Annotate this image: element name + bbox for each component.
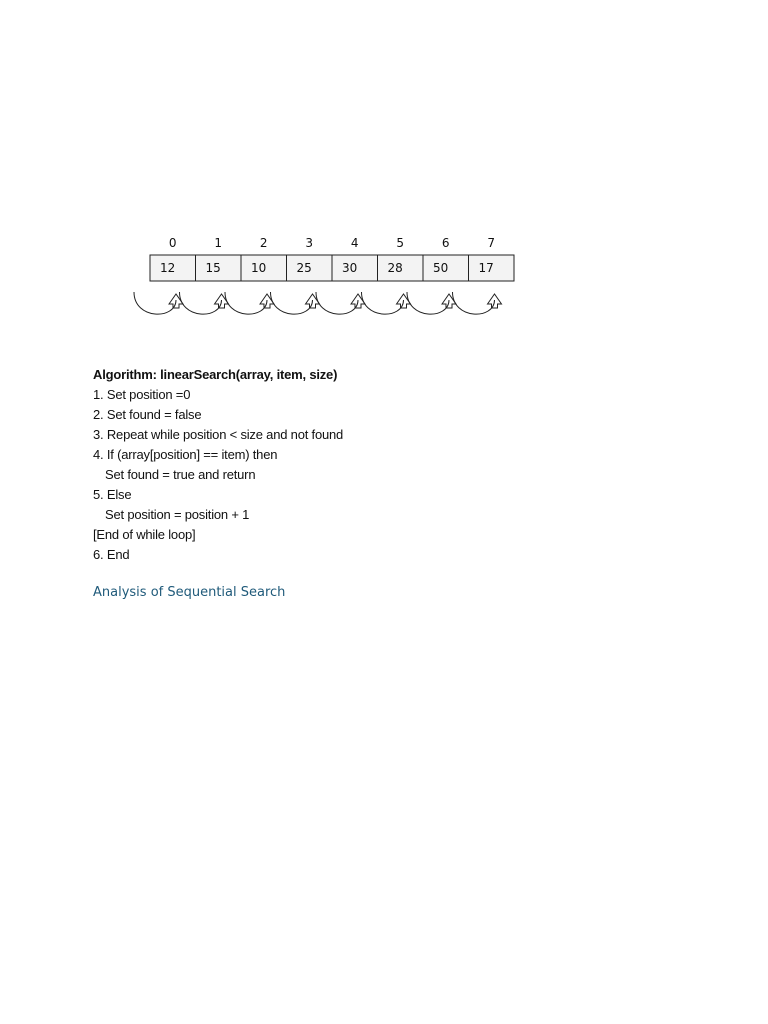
array-cell-value: 17	[478, 261, 494, 275]
algorithm-step: 1. Set position =0	[93, 387, 191, 402]
algorithm-step: [End of while loop]	[93, 527, 196, 542]
array-cell-value: 12	[160, 261, 176, 275]
array-index-label: 5	[396, 236, 405, 250]
algorithm-step: Set position = position + 1	[105, 507, 250, 522]
algorithm-step: 5. Else	[93, 487, 132, 502]
array-diagram	[120, 228, 540, 338]
array-cell-value: 25	[296, 261, 312, 275]
array-index-label: 4	[350, 236, 359, 250]
algorithm-title: Algorithm: linearSearch(array, item, size)	[93, 367, 338, 382]
array-index-label: 6	[441, 236, 450, 250]
array-cell-value: 15	[205, 261, 221, 275]
search-step-arrows	[134, 292, 502, 314]
algorithm-block	[93, 365, 513, 565]
array-cell-value: 50	[433, 261, 449, 275]
array-cell-value: 30	[342, 261, 358, 275]
array-index-label: 0	[168, 236, 177, 250]
section-heading: Analysis of Sequential Search	[93, 585, 286, 600]
array-index-label: 7	[487, 236, 496, 250]
index-labels	[169, 236, 495, 250]
array-index-label: 1	[214, 236, 223, 250]
array-cell-value: 28	[387, 261, 403, 275]
algorithm-step: 6. End	[93, 547, 130, 562]
array-index-label: 2	[259, 236, 268, 250]
array-cell-value: 10	[251, 261, 267, 275]
algorithm-step: Set found = true and return	[105, 467, 256, 482]
array-index-label: 3	[305, 236, 314, 250]
array-cells	[150, 255, 514, 281]
algorithm-step: 3. Repeat while position < size and not found	[93, 427, 344, 442]
algorithm-step: 2. Set found = false	[93, 407, 202, 422]
algorithm-step: 4. If (array[position] == item) then	[93, 447, 278, 462]
